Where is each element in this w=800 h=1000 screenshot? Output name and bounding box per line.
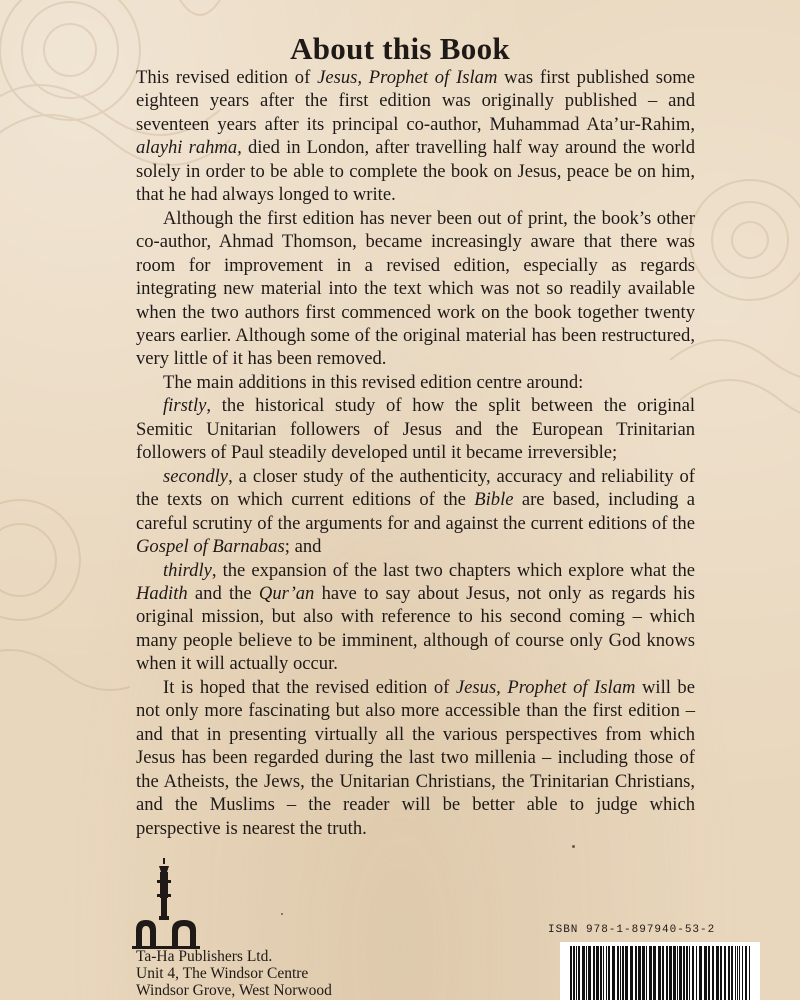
page-title: About this Book [290, 30, 510, 66]
ornament-swirl-icon [0, 440, 130, 740]
barcode-bar [677, 946, 678, 1000]
barcode-bar [692, 946, 694, 1000]
paragraph [136, 371, 695, 394]
speck-mark [572, 845, 575, 848]
text-run: , the historical study of how the split between the original Semitic Unitarian followers of Jesus and the European Trinitarian followers of Paul steadily developed until it became irreversible; [136, 395, 695, 464]
italic-text: secondly [163, 465, 229, 487]
text-run: Although the first edition has never been out of print, the book’s other co-author, Ahmad Thomson, became increasingly aware that there was room for improvement in a revised edition, especially as regards integrating new material into the text which was not so readily available when the two authors first commenced work on the book together twenty years earlier. Although some of the original material has been restructured, very little of it has been removed. [136, 207, 695, 370]
barcode-bar [608, 946, 610, 1000]
barcode-bar [570, 946, 572, 1000]
italic-text: Hadith [136, 582, 188, 604]
isbn-label: ISBN 978-1-897940-53-2 [548, 924, 716, 936]
barcode-bar [638, 946, 641, 1000]
italic-text: thirdly [163, 559, 212, 581]
barcode-bar [653, 946, 656, 1000]
barcode-bar [658, 946, 661, 1000]
barcode-bar [749, 946, 750, 1000]
barcode-bar [635, 946, 637, 1000]
barcode-bar [593, 946, 595, 1000]
barcode-bar [704, 946, 707, 1000]
text-run: are based, including a careful scrutiny of the arguments for and against the current editions of the [136, 489, 695, 534]
text-run: ; and [284, 536, 322, 558]
barcode-bar [578, 946, 580, 1000]
address-line-2: Windsor Grove, West Norwood [136, 982, 332, 999]
text-run: , the expansion of the last two chapters which explore what the [211, 559, 695, 581]
italic-text: firstly [163, 395, 207, 417]
barcode-bar [649, 946, 652, 1000]
italic-text: Jesus, Prophet of Islam [317, 67, 498, 88]
italic-text: Bible [474, 489, 514, 511]
paragraph [136, 465, 695, 559]
barcode-bar [735, 946, 736, 1000]
barcode-bar [603, 946, 604, 1000]
paragraph [136, 66, 695, 207]
italic-text: Jesus, Prophet of Islam [455, 676, 636, 698]
barcode-bar [662, 946, 664, 1000]
barcode-bar [728, 946, 730, 1000]
publisher-address [136, 948, 332, 999]
paragraph [136, 394, 695, 464]
barcode-bar [573, 946, 575, 1000]
barcode-bar [739, 946, 740, 1000]
barcode-bar [646, 946, 647, 1000]
barcode-bar [716, 946, 719, 1000]
text-run: The main additions in this revised edition centre around: [163, 371, 584, 393]
barcode-bar [742, 946, 743, 1000]
barcode-bar [606, 946, 607, 1000]
barcode-bar [622, 946, 624, 1000]
text-run: This revised edition of [136, 67, 318, 88]
barcode-bar [617, 946, 619, 1000]
barcode-bar [712, 946, 714, 1000]
barcode-bar [596, 946, 599, 1000]
barcode-bar [731, 946, 733, 1000]
barcode-bar [708, 946, 710, 1000]
barcode-bar [620, 946, 621, 1000]
barcode-bar [686, 946, 688, 1000]
italic-text: Qur’an [258, 582, 315, 604]
barcode-bar [625, 946, 628, 1000]
barcode-icon [560, 942, 760, 1000]
text-run: , a closer study of the authenticity, accuracy and reliability of the texts on which current editions of the [136, 465, 695, 511]
text-run: and the [187, 582, 259, 604]
barcode-bar [673, 946, 676, 1000]
barcode-bar [669, 946, 672, 1000]
paragraph [136, 559, 695, 676]
barcode-bar [699, 946, 702, 1000]
barcode-bar [600, 946, 602, 1000]
barcode-bar [612, 946, 615, 1000]
barcode-bar [679, 946, 682, 1000]
barcode-bar [582, 946, 585, 1000]
paragraph [136, 207, 695, 371]
barcode-bar [683, 946, 685, 1000]
text-run: will be not only more fascinating but also more accessible than the first edition – and that in presenting virtually all the various perspectives from which Jesus has been regarded during the last two millenia – including those of the Atheists, the Jews, the Unitarian Christians, the Trinitarian Christians, and the Muslims – the reader will be better able to judge which perspective is nearest the truth. [136, 676, 695, 839]
italic-text: alayhi rahma, [136, 137, 242, 159]
book-description [136, 66, 695, 840]
publisher-name: Ta-Ha Publishers Ltd. [136, 948, 273, 965]
speck-mark [281, 913, 283, 915]
barcode-bar [666, 946, 668, 1000]
barcode-bar [689, 946, 690, 1000]
address-line-1: Unit 4, The Windsor Centre [136, 965, 309, 982]
barcode-bar [576, 946, 577, 1000]
barcode-bar [737, 946, 738, 1000]
paragraph [136, 676, 695, 840]
barcode-bar [588, 946, 591, 1000]
text-run: It is hoped that the revised edition of [163, 676, 456, 698]
mosque-minaret-logo-icon [132, 858, 200, 950]
text-run: died in London, after travelling half way around the world solely in order to be able to complete the book on Jesus, peace be on him, that he had always longed to write. [136, 137, 695, 206]
barcode-bar [642, 946, 645, 1000]
barcode-bar [745, 946, 747, 1000]
barcode-bar [630, 946, 633, 1000]
barcode-bar [720, 946, 722, 1000]
text-run: was first published some eighteen years after the first edition was originally published – and seventeen years after its principal co-author, Muhammad Ata’ur-Rahim, [136, 67, 695, 135]
text-run: have to say about Jesus, not only as regards his original mission, but also with reference to his second coming – which many people believe to be imminent, although of course only God knows when it will actually occur. [136, 582, 695, 675]
italic-text: Gospel of Barnabas [136, 536, 285, 558]
barcode-bar [586, 946, 587, 1000]
barcode-bar [724, 946, 726, 1000]
barcode-bar [696, 946, 697, 1000]
